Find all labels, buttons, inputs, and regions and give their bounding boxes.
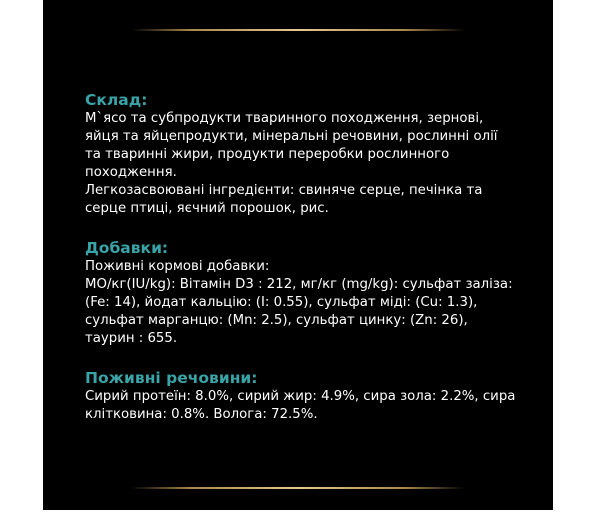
- composition-text: М`ясо та субпродукти тваринного походження, зернові, яйця та яйцепродукти, мінеральні речовини, рослинні олії та тваринні жири, продукти переробки рослинного походження. Легкозасвоювані інгредієнти: свиняче серце, печінка та серце птиці, яєчний порошок, рис.: [85, 111, 498, 216]
- content-block: [85, 90, 525, 424]
- nutrients-heading: Поживні речовини:: [85, 369, 258, 387]
- additives-text: Поживні кормові добавки: МО/кг(IU/kg): Вітамін D3 : 212, мг/кг (mg/kg): сульфат заліза: (Fe: 14), йодат кальцію: (I: 0.55), сульфат міді: (Cu: 1.3), сульфат марганцю: (Mn: 2.5), сульфат цинку: (Zn: 26), таурин : 655.: [85, 259, 513, 346]
- additives-heading: Добавки:: [85, 239, 169, 257]
- info-panel: [43, 0, 553, 510]
- nutrients-text: Сирий протеїн: 8.0%, сирий жир: 4.9%, сира зола: 2.2%, сира клітковина: 0.8%. Волога: 72.5%.: [85, 389, 516, 422]
- top-gold-divider: [131, 29, 465, 31]
- nutrients-section: [85, 368, 525, 424]
- bottom-gold-divider: [131, 487, 465, 489]
- additives-section: [85, 238, 525, 348]
- composition-section: [85, 90, 525, 218]
- composition-heading: Склад:: [85, 91, 148, 109]
